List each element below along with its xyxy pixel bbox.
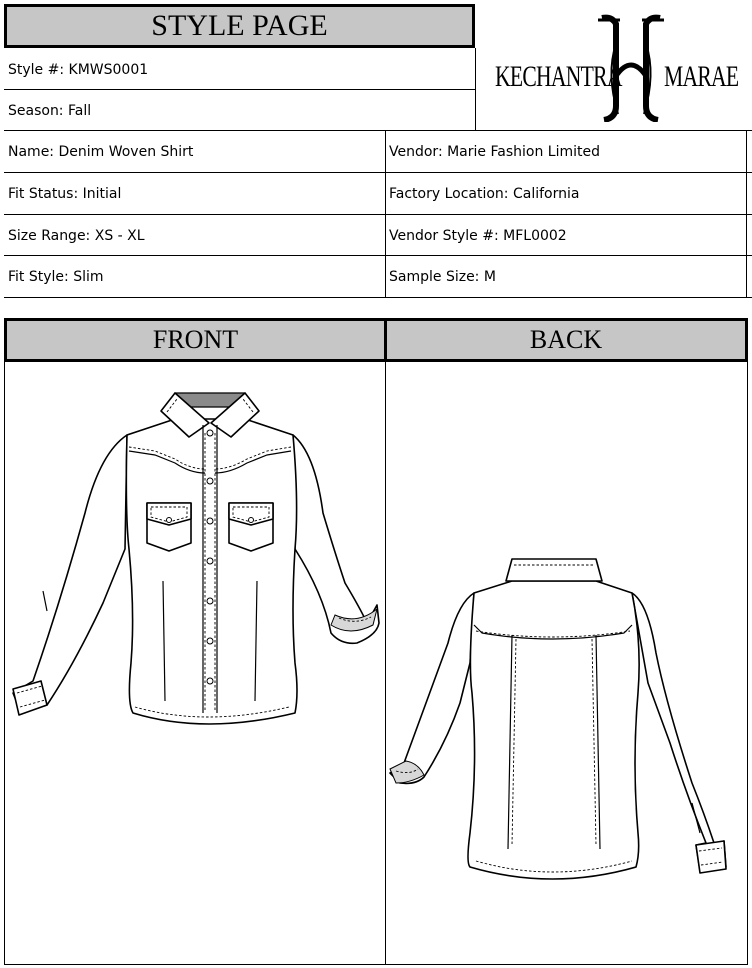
divider bbox=[4, 172, 752, 173]
vendor-style-number: Vendor Style #: MFL0002 bbox=[389, 228, 567, 244]
brand-name-right: MARAE bbox=[664, 60, 739, 93]
vendor: Vendor: Marie Fashion Limited bbox=[389, 144, 600, 160]
divider bbox=[4, 130, 752, 131]
factory-location: Factory Location: California bbox=[389, 186, 580, 202]
brand-logo bbox=[476, 4, 752, 130]
fit-status: Fit Status: Initial bbox=[8, 186, 122, 202]
sample-size: Sample Size: M bbox=[389, 269, 496, 285]
brand-name-left: KECHANTRA bbox=[495, 60, 622, 93]
divider bbox=[475, 48, 476, 130]
season: Season: Fall bbox=[8, 103, 92, 119]
brand-monogram-icon bbox=[596, 14, 666, 122]
style-name: Name: Denim Woven Shirt bbox=[8, 144, 194, 160]
divider bbox=[4, 255, 752, 256]
divider bbox=[4, 297, 752, 298]
fit-style: Fit Style: Slim bbox=[8, 269, 104, 285]
page-title: STYLE PAGE bbox=[4, 4, 475, 48]
style-number: Style #: KMWS0001 bbox=[8, 62, 149, 78]
divider bbox=[4, 214, 752, 215]
back-view-header: BACK bbox=[384, 318, 748, 362]
front-view-header: FRONT bbox=[4, 318, 387, 362]
back-shirt-sketch bbox=[386, 363, 747, 963]
front-shirt-sketch bbox=[5, 363, 385, 963]
divider bbox=[746, 130, 747, 297]
size-range: Size Range: XS - XL bbox=[8, 228, 145, 244]
divider bbox=[4, 89, 475, 90]
